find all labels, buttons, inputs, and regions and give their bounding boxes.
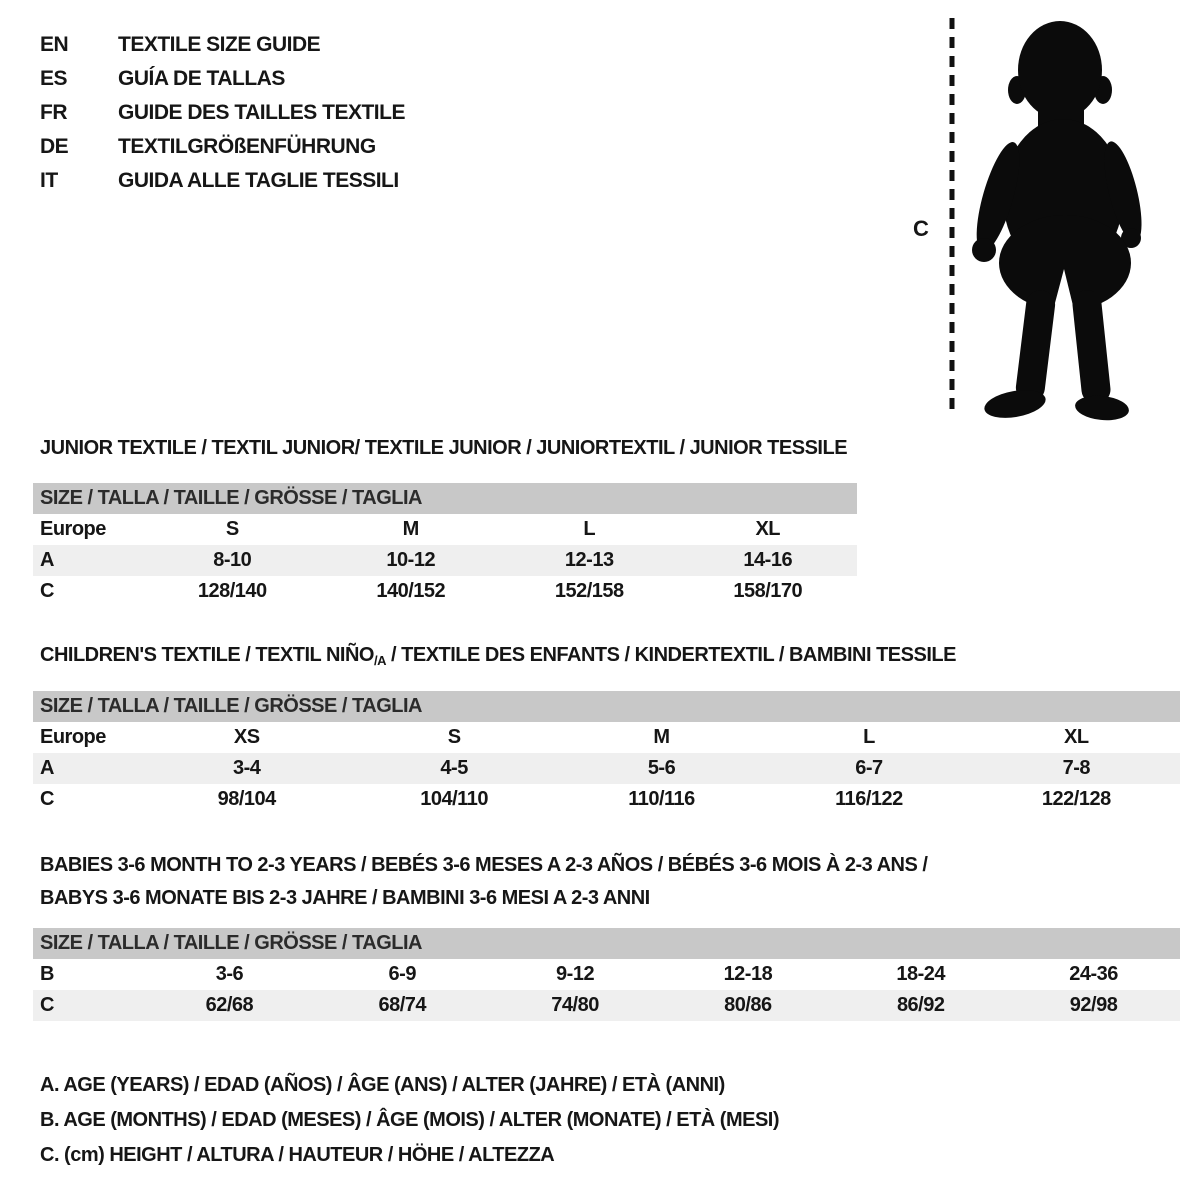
guide-title-es: GUÍA DE TALLAS [118,67,285,90]
row-label-cell: A [40,757,54,779]
toddler-silhouette-svg [895,12,1155,422]
language-code: DE [40,135,69,158]
babies-heading-line2: BABYS 3-6 MONATE BIS 2-3 JAHRE / BAMBINI 3-6 MESI A 2-3 ANNI [40,887,650,909]
value-cell: 7-8 [1062,757,1091,779]
babies-heading-line1: BABIES 3-6 MONTH TO 2-3 YEARS / BEBÉS 3-6 MESES A 2-3 AÑOS / BÉBÉS 3-6 MOIS À 2-3 ANS / [40,854,928,876]
footnote-b: B. AGE (MONTHS) / EDAD (MESES) / ÂGE (MOIS) / ALTER (MONATE) / ETÀ (MESI) [40,1109,780,1131]
language-row [40,130,405,164]
table-row [33,545,857,576]
language-title-block [40,28,405,198]
guide-title-en: TEXTILE SIZE GUIDE [118,33,321,56]
row-label-cell: Europe [40,726,106,748]
toddler-figure [895,12,1155,422]
language-row [40,28,405,62]
value-cell: 24-36 [1069,963,1118,985]
row-label-cell: C [40,580,54,602]
value-cell: 92/98 [1069,994,1118,1016]
value-cell: XL [755,518,781,540]
language-row [40,164,405,198]
size-header-bar: SIZE / TALLA / TAILLE / GRÖSSE / TAGLIA [33,483,857,514]
guide-title-it: GUIDA ALLE TAGLIE TESSILI [118,169,399,192]
value-cell: M [653,726,670,748]
value-cell: 12-13 [564,549,614,571]
value-cell: 110/116 [628,788,695,810]
value-cell: 3-6 [215,963,244,985]
value-cell: 122/128 [1041,788,1111,810]
row-label-cell: C [40,788,54,810]
value-cell: L [583,518,596,540]
value-cell: 18-24 [896,963,946,985]
value-cell: XL [1064,726,1089,748]
guide-title-fr: GUIDE DES TAILLES TEXTILE [118,101,405,124]
value-cell: 3-4 [233,757,261,779]
legend-footnotes [40,1068,779,1173]
row-label-cell: Europe [40,518,106,540]
value-cell: 9-12 [556,963,595,985]
children-heading-text: CHILDREN'S TEXTILE / TEXTIL NIÑO [40,644,374,666]
babies-size-table [33,928,1180,1021]
value-cell: 8-10 [213,549,252,571]
value-cell: M [402,518,419,540]
value-cell: 104/110 [420,788,488,810]
language-code: EN [40,33,69,56]
language-code: FR [40,101,67,124]
footnote-a: A. AGE (YEARS) / EDAD (AÑOS) / ÂGE (ANS) / ALTER (JAHRE) / ETÀ (ANNI) [40,1074,725,1096]
value-cell: 4-5 [440,757,468,779]
value-cell: 6-7 [855,757,883,779]
value-cell: 98/104 [217,788,276,810]
guide-title-de: TEXTILGRÖßENFÜHRUNG [118,135,376,158]
value-cell: 80/86 [724,994,772,1016]
table-row [33,722,1180,753]
value-cell: 6-9 [388,963,416,985]
value-cell: 128/140 [197,580,267,602]
row-label-cell: C [40,994,54,1016]
value-cell: L [863,726,875,748]
row-label-cell: A [40,549,54,571]
toddler-silhouette [968,21,1149,422]
value-cell: 10-12 [386,549,436,571]
language-row [40,96,405,130]
table-row [33,784,1180,815]
value-cell: 74/80 [551,994,599,1016]
children-heading-subscript: /A [373,653,386,668]
children-table-rows [33,722,1180,815]
value-cell: XS [233,726,260,748]
value-cell: S [447,726,461,748]
table-row [33,514,857,545]
junior-table-rows [33,514,857,607]
children-size-table [33,691,1180,815]
table-row [33,990,1180,1021]
children-heading-text: / TEXTILE DES ENFANTS / KINDERTEXTIL / BAMBINI TESSILE [385,644,956,666]
value-cell: 5-6 [647,757,676,779]
value-cell: 86/92 [896,994,945,1016]
children-section-heading [40,643,956,673]
language-code: ES [40,67,68,90]
value-cell: S [225,518,239,540]
value-cell: 12-18 [723,963,773,985]
value-cell: 116/122 [835,788,903,810]
height-measure-label: C [913,216,929,241]
language-row [40,62,405,96]
footnote-c: C. (cm) HEIGHT / ALTURA / HAUTEUR / HÖHE / ALTEZZA [40,1144,555,1166]
value-cell: 152/158 [554,580,624,602]
value-cell: 62/68 [205,994,254,1016]
size-header-bar: SIZE / TALLA / TAILLE / GRÖSSE / TAGLIA [33,691,1180,722]
babies-section-heading [40,849,927,915]
value-cell: 158/170 [733,580,803,602]
table-row [33,959,1180,990]
table-row [33,753,1180,784]
babies-table-rows [33,959,1180,1021]
value-cell: 14-16 [743,549,793,571]
language-code: IT [40,169,58,192]
junior-section-heading: JUNIOR TEXTILE / TEXTIL JUNIOR/ TEXTILE JUNIOR / JUNIORTEXTIL / JUNIOR TESSILE [40,437,848,459]
table-row [33,576,857,607]
size-header-bar: SIZE / TALLA / TAILLE / GRÖSSE / TAGLIA [33,928,1180,959]
value-cell: 68/74 [378,994,427,1016]
row-label-cell: B [40,963,54,985]
junior-size-table [33,483,857,607]
value-cell: 140/152 [376,580,446,602]
